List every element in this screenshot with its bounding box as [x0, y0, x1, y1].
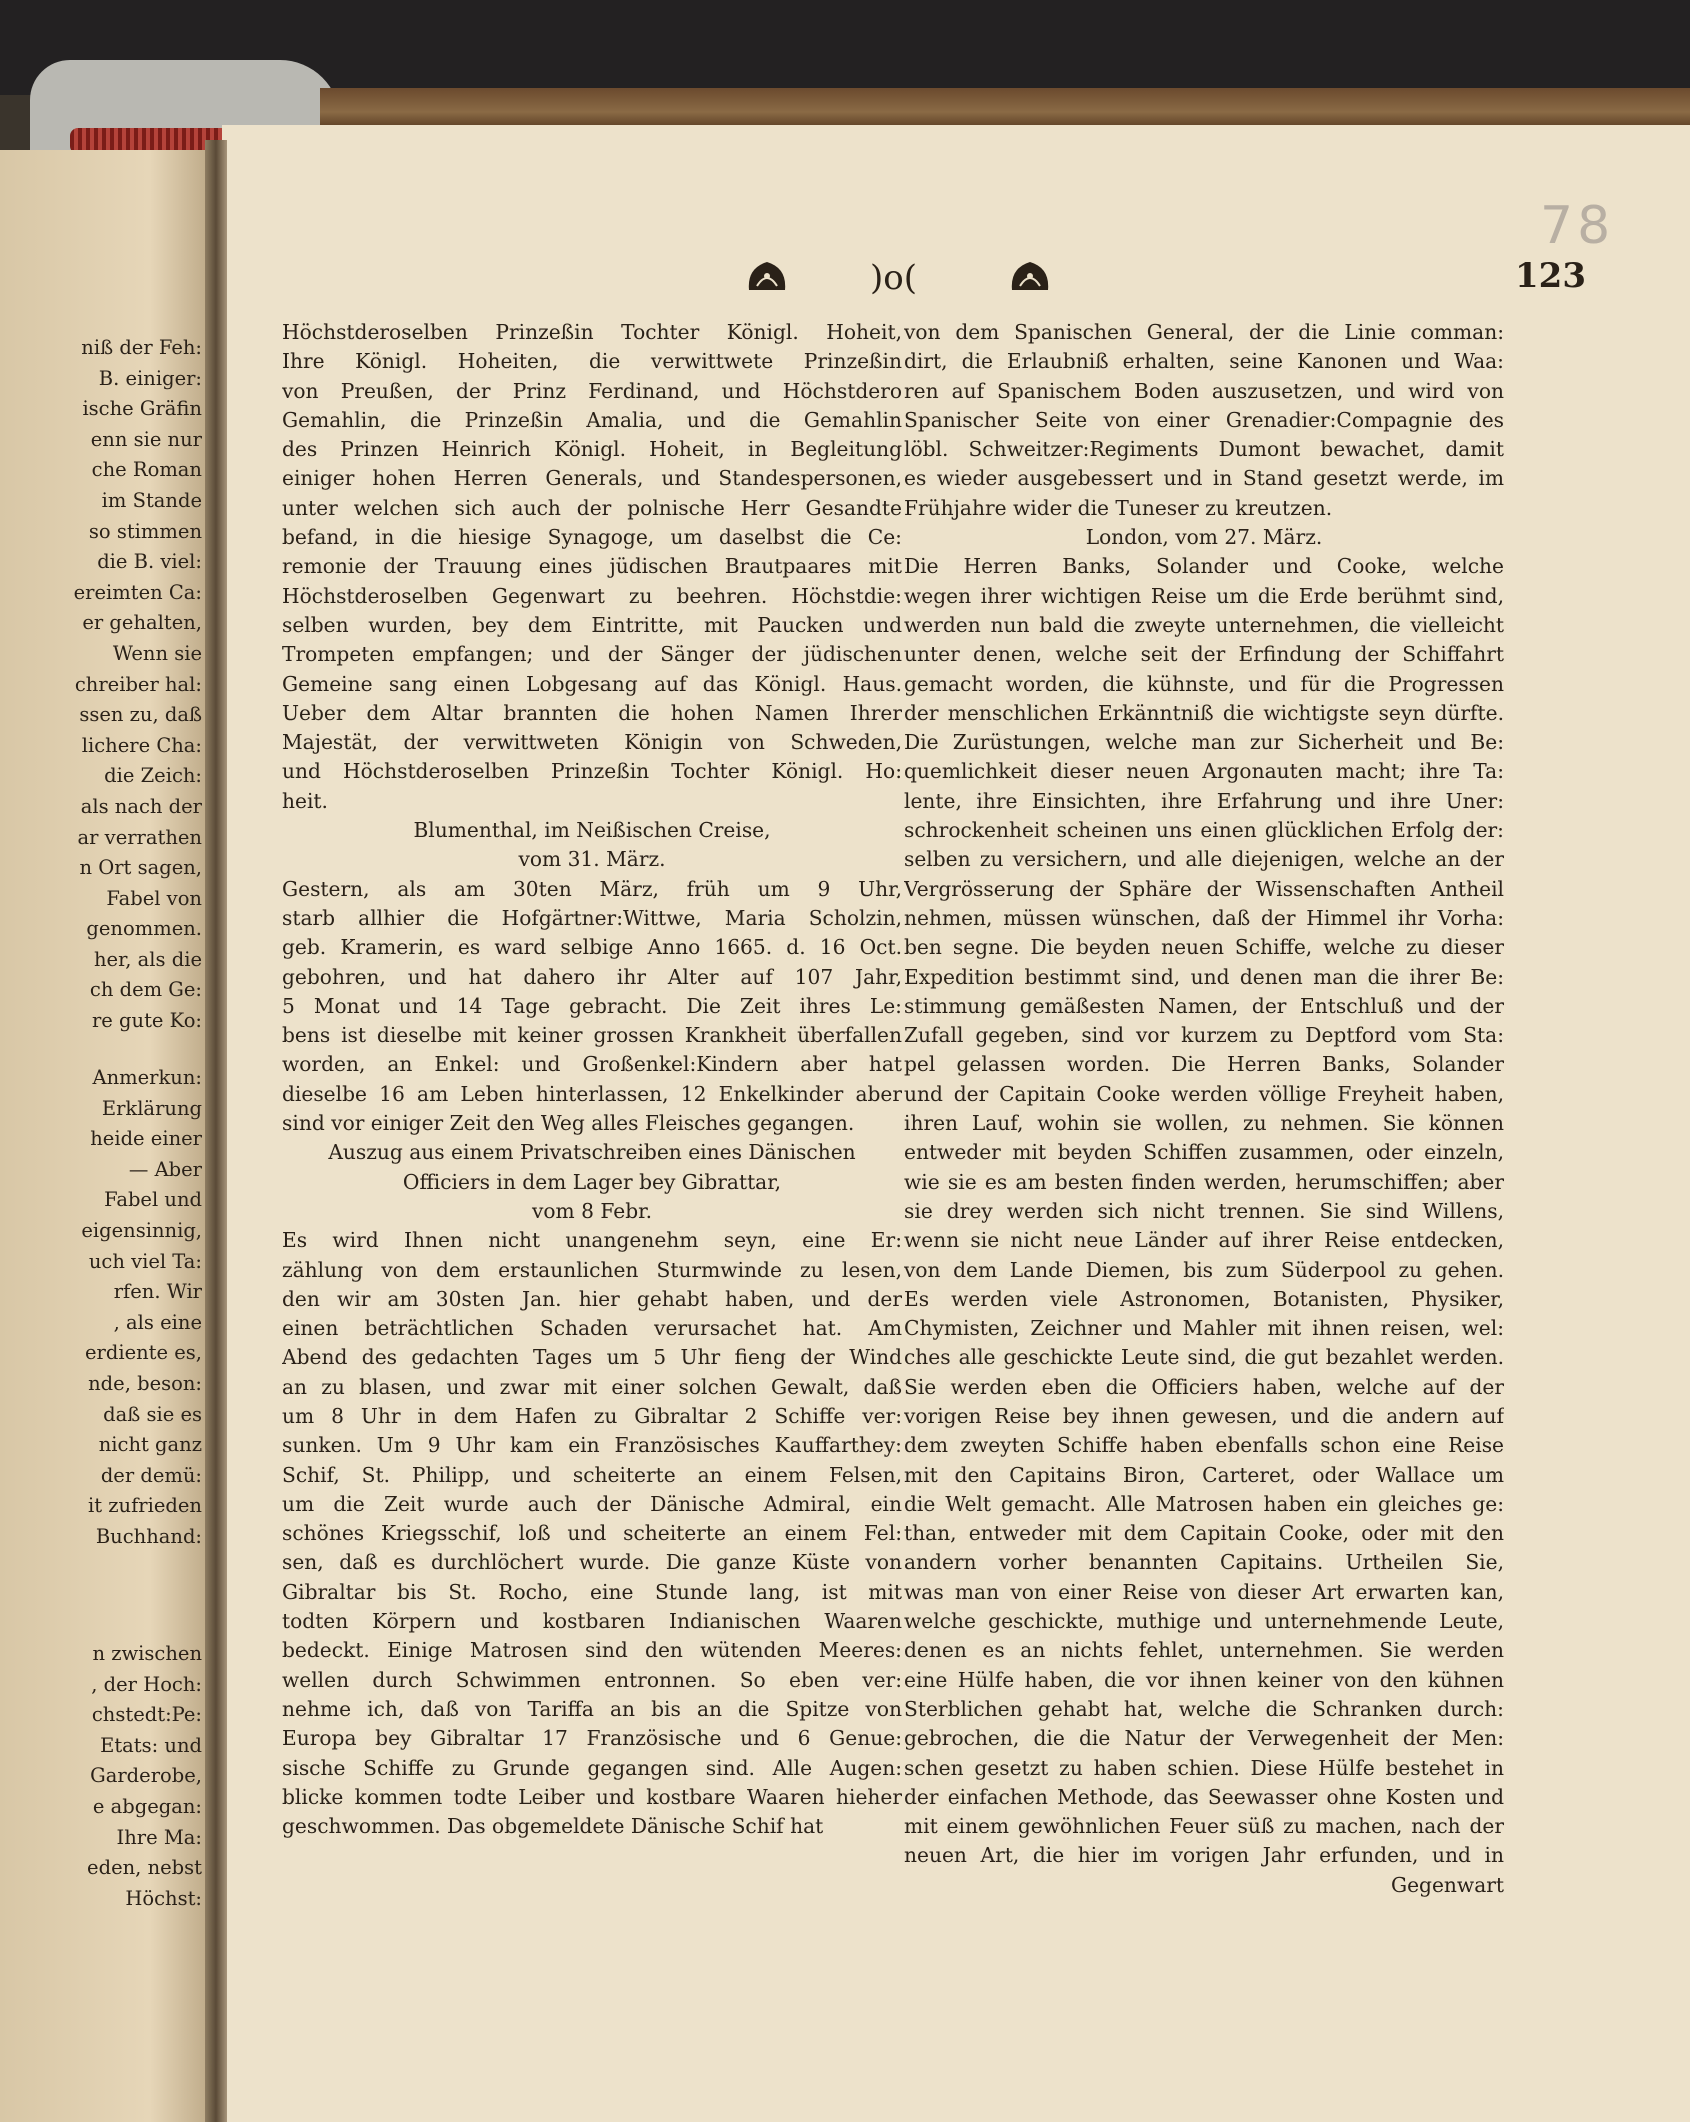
text-line: befand, in die hiesige Synagoge, um daselbst die Ce:	[282, 525, 902, 550]
text-line: Vergrösserung der Sphäre der Wissenschaften Antheil	[904, 876, 1504, 901]
text-line: nehmen, müssen wünschen, daß der Himmel ihr Vorha:	[904, 905, 1504, 930]
text-line: remonie der Trauung eines jüdischen Brautpaares mit	[282, 554, 902, 579]
text-line: vom 8 Febr.	[532, 1198, 652, 1223]
text-line: die Welt gemacht. Alle Matrosen haben ein gleiches ge:	[904, 1491, 1504, 1516]
text-line: und Höchstderoselben Prinzeßin Tochter Königl. Ho:	[282, 759, 902, 784]
text-line: it zufrieden	[87, 1494, 202, 1518]
text-line: vorigen Reise bey ihnen gewesen, und die andern auf	[904, 1403, 1504, 1428]
text-line: Höchstderoselben Gegenwart zu beehren. Höchstdie:	[282, 583, 902, 608]
text-line: rfen. Wir	[113, 1280, 202, 1304]
text-line: von dem Lande Diemen, bis zum Süderpool zu gehen.	[904, 1257, 1504, 1282]
text-line: Ihre Ma:	[116, 1825, 202, 1849]
text-line: unter denen, welche seit der Erfindung der Schiffahrt	[904, 642, 1504, 667]
text-line: ch dem Ge:	[89, 978, 202, 1002]
text-line: Etats: und	[100, 1733, 202, 1757]
gutter	[205, 140, 227, 2122]
text-line: uch viel Ta:	[88, 1249, 202, 1273]
text-line: todten Körpern und kostbaren Indianischen Waaren	[282, 1609, 902, 1634]
text-line: Zufall gegeben, sind vor kurzem zu Deptford vom Sta:	[904, 1023, 1504, 1048]
text-line: Die Herren Banks, Solander und Cooke, welche	[904, 554, 1504, 579]
text-line: lente, ihre Einsichten, ihre Erfahrung und ihre Uner:	[904, 788, 1504, 813]
text-line: um die Zeit wurde auch der Dänische Admiral, ein	[282, 1491, 902, 1516]
text-line: unter welchen sich auch der polnische Herr Gesandte	[282, 495, 902, 520]
left-page-fragment-3	[2, 1639, 202, 1914]
text-line: der demü:	[100, 1463, 202, 1487]
text-line: von Preußen, der Prinz Ferdinand, und Höchstdero	[282, 378, 902, 403]
text-line: nicht ganz	[98, 1433, 202, 1457]
text-line: chstedt:Pe:	[91, 1703, 202, 1727]
text-line: Gestern, als am 30ten März, früh um 9 Uhr,	[282, 876, 902, 901]
text-line: worden, an Enkel: und Großenkel:Kindern aber hat	[282, 1052, 902, 1077]
text-line: enn sie nur	[90, 427, 202, 451]
text-line: sische Schiffe zu Grunde gegangen sind. Alle Augen:	[282, 1755, 902, 1780]
text-line: gemacht worden, die kühnste, und für die Progressen	[904, 671, 1504, 696]
left-page-fragment-2	[2, 1063, 202, 1553]
text-line: geschwommen. Das obgemeldete Dänische Schif hat	[282, 1814, 824, 1839]
text-line: erdiente es,	[85, 1341, 202, 1365]
text-line: Auszug aus einem Privatschreiben eines Dänischen	[328, 1140, 856, 1165]
text-line: neuen Art, die hier im vorigen Jahr erfunden, und in	[904, 1843, 1504, 1868]
text-line: Trompeten empfangen; und der Sänger der jüdischen	[282, 642, 902, 667]
text-line: heit.	[282, 788, 328, 813]
text-line: che Roman	[91, 458, 202, 482]
text-line: Die Zurüstungen, welche man zur Sicherheit und Be:	[904, 730, 1504, 755]
text-line: eden, nebst	[87, 1856, 202, 1880]
text-line: Blumenthal, im Neißischen Creise,	[413, 818, 771, 843]
text-line: Gemahlin, die Prinzeßin Amalia, und die Gemahlin	[282, 407, 902, 432]
text-line: nde, beson:	[88, 1371, 202, 1395]
text-line: sunken. Um 9 Uhr kam ein Französisches Kauffarthey:	[282, 1433, 902, 1458]
text-line: her, als die	[93, 947, 202, 971]
text-line: Fabel von	[106, 886, 202, 910]
text-line: Chymisten, Zeichner und Mahler mit ihnen reisen, wel:	[904, 1316, 1504, 1341]
text-line: Ihre Königl. Hoheiten, die verwittwete Prinzeßin	[282, 349, 902, 374]
text-line: ihren Lauf, wohin sie wollen, zu nehmen. Sie können	[904, 1111, 1504, 1136]
text-line: Buchhand:	[95, 1524, 202, 1548]
text-line: starb allhier die Hofgärtner:Wittwe, Maria Scholzin,	[282, 905, 902, 930]
text-line: nehme ich, daß von Tariffa an bis an die Spitze von	[282, 1696, 902, 1721]
text-line: Fabel und	[104, 1188, 202, 1212]
text-line: zählung von dem erstaunlichen Sturmwinde zu lesen,	[282, 1257, 902, 1282]
text-line: bens ist dieselbe mit keiner grossen Krankheit überfallen	[282, 1023, 902, 1048]
text-line: , als eine	[113, 1310, 202, 1334]
text-line: eine Hülfe haben, die vor ihnen keiner von den kühnen	[904, 1667, 1504, 1692]
text-line: quemlichkeit dieser neuen Argonauten macht; ihre Ta:	[904, 759, 1504, 784]
text-line: um 8 Uhr in dem Hafen zu Gibraltar 2 Schiffe ver:	[282, 1403, 902, 1428]
text-line: Sterblichen gehabt hat, welche die Schranken durch:	[904, 1696, 1504, 1721]
page-number: 123	[1515, 256, 1586, 296]
text-line: eigensinnig,	[81, 1218, 202, 1242]
text-line: Wenn sie	[112, 641, 202, 665]
pencil-page-number: 78	[1540, 196, 1615, 256]
text-line: Gegenwart	[1390, 1872, 1504, 1897]
ornament-icon	[1008, 256, 1052, 296]
left-page-fragment-1	[2, 333, 202, 1037]
book-edge	[320, 88, 1690, 128]
ornament-icon	[745, 256, 789, 296]
text-line: niß der Feh:	[81, 336, 202, 359]
text-line: sie drey werden sich nicht trennen. Sie sind Willens,	[904, 1198, 1504, 1223]
text-line: als nach der	[80, 794, 202, 818]
text-line: im Stande	[101, 488, 202, 512]
text-line: mit einem gewöhnlichen Feuer süß zu machen, nach der	[904, 1814, 1504, 1839]
text-line: ben segne. Die beyden neuen Schiffe, welche zu dieser	[904, 935, 1504, 960]
text-line: ren auf Spanischem Boden auszusetzen, und wird von	[904, 378, 1504, 403]
text-line: Höchstderoselben Prinzeßin Tochter Königl. Hoheit,	[282, 320, 902, 344]
text-line: bedeckt. Einige Matrosen sind den wütenden Meeres:	[282, 1638, 902, 1663]
text-line: Frühjahre wider die Tuneser zu kreutzen.	[904, 495, 1333, 520]
text-line: Gibraltar bis St. Rocho, eine Stunde lang, ist mit	[282, 1579, 902, 1604]
text-line: ar verrathen	[77, 825, 202, 849]
text-line: die Zeich:	[104, 764, 202, 788]
text-column-right	[904, 318, 1504, 1900]
text-line: so stimmen	[88, 519, 202, 543]
text-line: Spanischer Seite von einer Grenadier:Compagnie des	[904, 407, 1504, 432]
text-line: Es wird Ihnen nicht unangenehm seyn, eine Er:	[282, 1228, 902, 1253]
text-line: selben zu versichern, und alle diejenigen, welche an der	[904, 847, 1504, 872]
text-line: pel gelassen worden. Die Herren Banks, Solander	[904, 1052, 1504, 1077]
text-line: n Ort sagen,	[79, 856, 202, 880]
text-line: schrockenheit scheinen uns einen glücklichen Erfolg der:	[904, 818, 1504, 843]
text-line: 5 Monat und 14 Tage gebracht. Die Zeit ihres Le:	[282, 993, 902, 1018]
text-line: vom 31. März.	[518, 847, 666, 872]
text-line: dieselbe 16 am Leben hinterlassen, 12 Enkelkinder aber	[282, 1081, 902, 1106]
text-line: genommen.	[86, 917, 202, 941]
text-line: welche geschickte, muthige und unternehmende Leute,	[904, 1609, 1504, 1634]
text-line: an zu blasen, und zwar mit einer solchen Gewalt, daß	[282, 1374, 902, 1399]
text-line: chreiber hal:	[74, 672, 202, 696]
text-line: London, vom 27. März.	[1085, 525, 1323, 550]
text-line: gebohren, und hat dahero ihr Alter auf 107 Jahr,	[282, 964, 902, 989]
text-line: was man von einer Reise von dieser Art erwarten kan,	[904, 1579, 1504, 1604]
text-line: schönes Kriegsschif, loß und scheiterte an einem Fel:	[282, 1521, 902, 1546]
text-line: er gehalten,	[82, 611, 202, 635]
text-line: Garderobe,	[90, 1764, 202, 1788]
text-line: re gute Ko:	[91, 1009, 202, 1033]
text-line: Officiers in dem Lager bey Gibrattar,	[402, 1169, 782, 1194]
text-line: lichere Cha:	[81, 733, 202, 757]
text-line: wenn sie nicht neue Länder auf ihrer Reise entdecken,	[904, 1228, 1504, 1253]
text-line: und der Capitain Cooke werden völlige Freyheit haben,	[904, 1081, 1504, 1106]
text-line: blicke kommen todte Leiber und kostbare Waaren hieher	[282, 1784, 902, 1809]
text-line: , der Hoch:	[91, 1672, 202, 1696]
text-line: dem zweyten Schiffe haben ebenfalls schon eine Reise	[904, 1433, 1504, 1458]
text-column-left	[282, 318, 902, 1841]
text-line: stimmung gemäßesten Namen, der Entschluß und der	[904, 993, 1504, 1018]
text-line: werden nun bald die zweyte unternehmen, die vielleicht	[904, 612, 1504, 637]
text-line: Expedition bestimmt sind, und denen man die ihrer Be:	[904, 964, 1504, 989]
text-line: B. einiger:	[98, 366, 202, 390]
text-line: andern vorher benannten Capitains. Urtheilen Sie,	[904, 1550, 1504, 1575]
text-line: wellen durch Schwimmen entronnen. So eben ver:	[282, 1667, 902, 1692]
text-line: heide einer	[90, 1127, 202, 1151]
text-line: ereimten Ca:	[73, 580, 202, 604]
text-line: e abgegan:	[92, 1794, 202, 1818]
text-line: Majestät, der verwittweten Königin von Schweden,	[282, 730, 902, 755]
text-line: schen gesetzt zu haben schien. Diese Hülfe bestehet in	[904, 1755, 1504, 1780]
text-line: selben wurden, bey dem Eintritte, mit Paucken und	[282, 612, 902, 637]
text-line: einiger hohen Herren Generals, und Standespersonen,	[282, 466, 902, 491]
header-ornament: )o(	[870, 258, 917, 298]
text-line: sen, daß es durchlöchert wurde. Die ganze Küste von	[282, 1550, 902, 1575]
text-line: geb. Kramerin, es ward selbige Anno 1665. d. 16 Oct.	[282, 935, 902, 960]
text-line: Es werden viele Astronomen, Botanisten, Physiker,	[904, 1286, 1504, 1311]
text-line: Gemeine sang einen Lobgesang auf das Königl. Haus.	[282, 671, 902, 696]
text-line: Erklärung	[101, 1096, 202, 1120]
text-line: Abend des gedachten Tages um 5 Uhr fieng der Wind	[282, 1345, 902, 1370]
text-line: des Prinzen Heinrich Königl. Hoheit, in Begleitung	[282, 437, 902, 462]
text-line: Anmerkun:	[92, 1066, 202, 1089]
text-line: löbl. Schweitzer:Regiments Dumont bewachet, damit	[904, 437, 1504, 462]
text-line: daß sie es	[103, 1402, 202, 1426]
text-line: dirt, die Erlaubniß erhalten, seine Kanonen und Waa:	[904, 349, 1504, 374]
text-line: den wir am 30sten Jan. hier gehabt haben, und der	[282, 1286, 902, 1311]
text-line: ssen zu, daß	[79, 703, 202, 727]
text-line: ches alle geschickte Leute sind, die gut bezahlet werden.	[904, 1345, 1504, 1370]
text-line: einen beträchtlichen Schaden verursachet hat. Am	[282, 1316, 902, 1341]
text-line: Europa bey Gibraltar 17 Französische und 6 Genue:	[282, 1726, 902, 1751]
text-line: wie sie es am besten finden werden, herumschiffen; aber	[904, 1169, 1504, 1194]
text-line: Sie werden eben die Officiers haben, welche auf der	[904, 1374, 1504, 1399]
text-line: der einfachen Methode, das Seewasser ohne Kosten und	[904, 1784, 1504, 1809]
text-line: Schif, St. Philipp, und scheiterte an einem Felsen,	[282, 1462, 902, 1487]
text-line: der menschlichen Erkänntniß die wichtigste seyn dürfte.	[904, 700, 1504, 725]
text-line: n zwischen	[92, 1642, 202, 1665]
text-line: wegen ihrer wichtigen Reise um die Erde berühmt sind,	[904, 583, 1504, 608]
text-line: — Aber	[128, 1157, 202, 1181]
text-line: Ueber dem Altar brannten die hohen Namen Ihrer	[282, 700, 902, 725]
text-line: Höchst:	[125, 1886, 202, 1910]
text-line: gebrochen, die die Natur der Verwegenheit der Men:	[904, 1726, 1504, 1751]
text-line: denen es an nichts fehlet, unternehmen. Sie werden	[904, 1638, 1504, 1663]
text-line: mit den Capitains Biron, Carteret, oder Wallace um	[904, 1462, 1504, 1487]
text-line: von dem Spanischen General, der die Linie comman:	[904, 320, 1504, 344]
text-line: es wieder ausgebessert und in Stand gesetzt werde, im	[904, 466, 1504, 491]
text-line: than, entweder mit dem Capitain Cooke, oder mit den	[904, 1521, 1504, 1546]
text-line: die B. viel:	[97, 550, 202, 574]
text-line: entweder mit beyden Schiffen zusammen, oder einzeln,	[904, 1140, 1504, 1165]
text-line: sind vor einiger Zeit den Weg alles Fleisches gegangen.	[282, 1111, 855, 1136]
text-line: ische Gräfin	[82, 397, 202, 421]
